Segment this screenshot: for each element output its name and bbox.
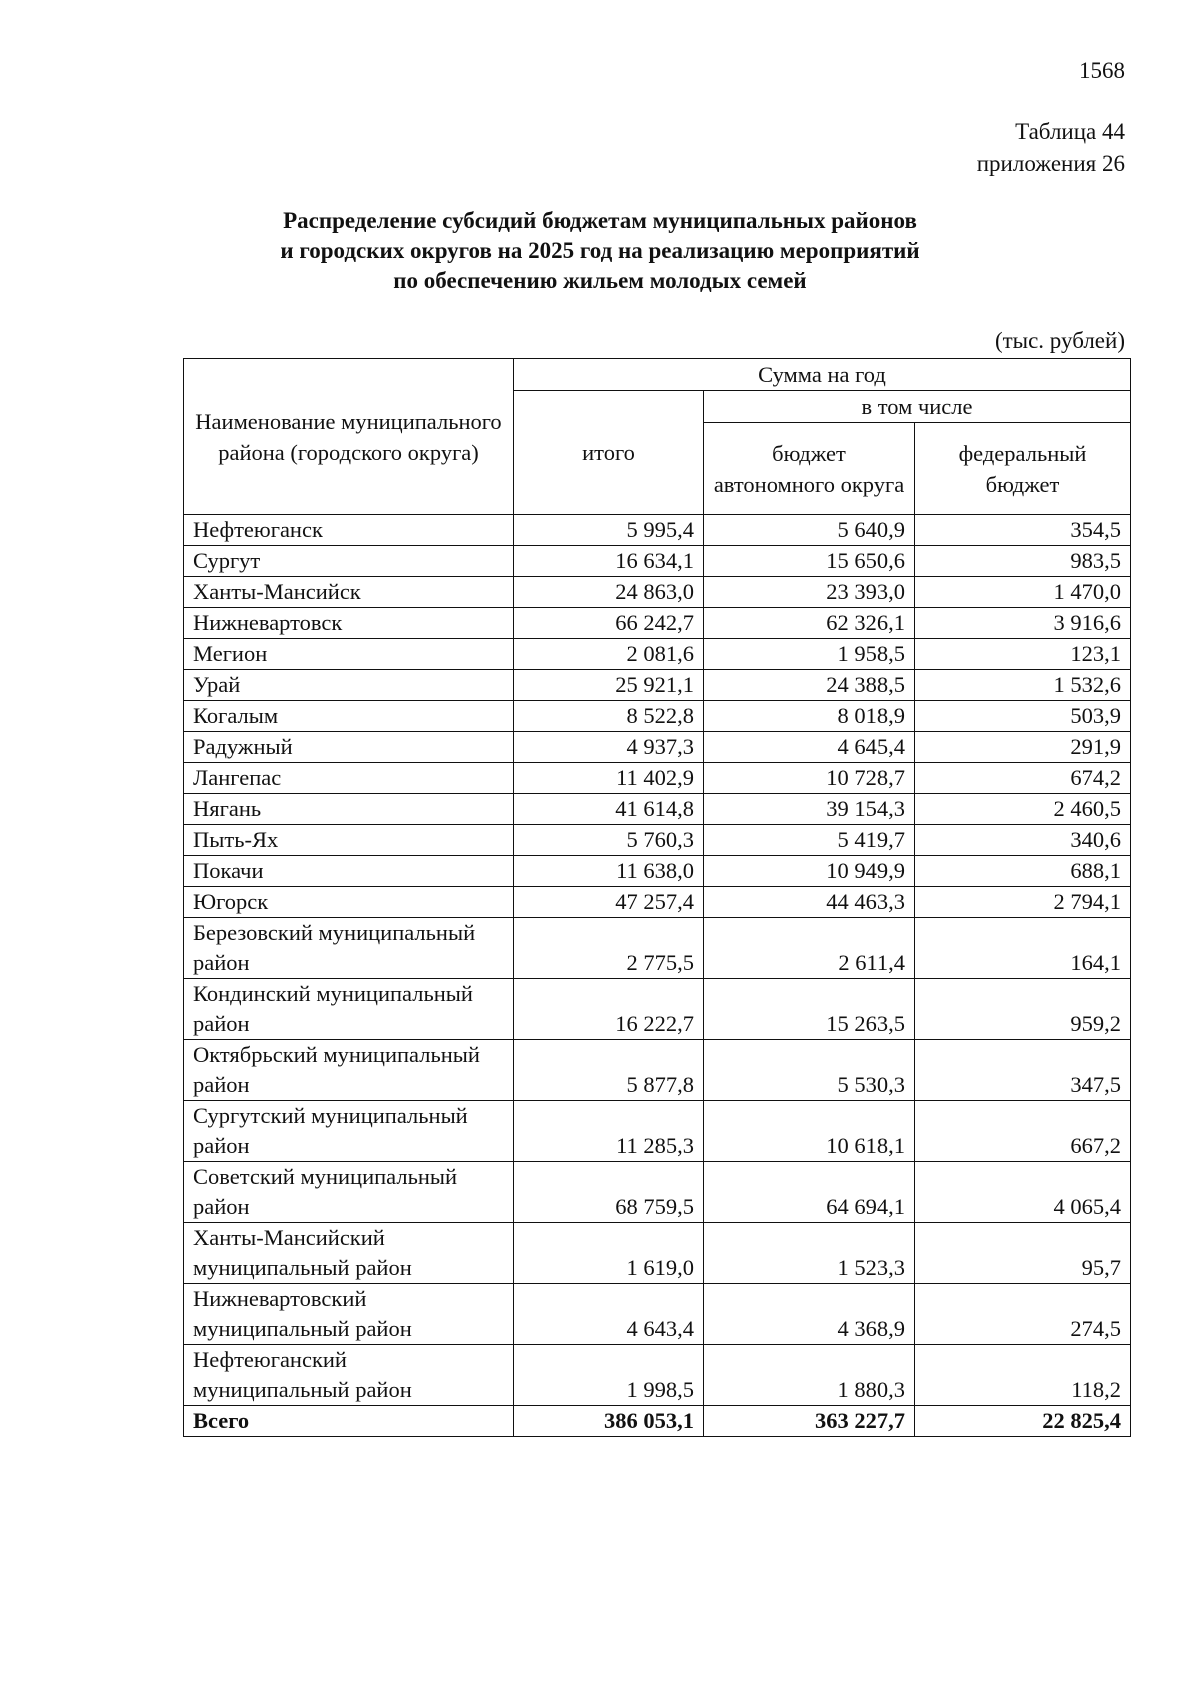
row-total-cell: 5 760,3 [514,825,704,856]
row-federal-cell: 503,9 [915,701,1131,732]
row-total-cell: 41 614,8 [514,794,704,825]
table-row [184,794,1131,825]
row-regional-cell: 8 018,9 [704,701,915,732]
row-name-cell: Нефтеюганск [184,515,514,546]
row-regional-cell: 5 640,9 [704,515,915,546]
row-name-cell: Сургут [184,546,514,577]
row-name-cell: Покачи [184,856,514,887]
document-title-line-3: по обеспечению жильем молодых семей [393,268,807,293]
row-total-cell: 5 877,8 [514,1040,704,1101]
row-total-cell: 66 242,7 [514,608,704,639]
document-title-line-1: Распределение субсидий бюджетам муниципальных районов [283,208,917,233]
table-row [184,608,1131,639]
row-name-cell: Нижневартовск [184,608,514,639]
row-regional-cell: 1 523,3 [704,1223,915,1284]
row-name-cell: Ханты-Мансийский муниципальный район [184,1223,514,1284]
table-row [184,1223,1131,1284]
row-name-cell: Кондинский муниципальный район [184,979,514,1040]
row-total-cell: 8 522,8 [514,701,704,732]
table-row [184,732,1131,763]
row-regional-cell: 1 958,5 [704,639,915,670]
row-regional-cell: 363 227,7 [704,1406,915,1437]
row-federal-cell: 674,2 [915,763,1131,794]
row-federal-cell: 1 470,0 [915,577,1131,608]
row-regional-cell: 4 368,9 [704,1284,915,1345]
table-row [184,1284,1131,1345]
table-header [184,359,1131,515]
table-row [184,918,1131,979]
header-including: в том числе [704,391,1131,423]
table-reference [870,116,1125,180]
row-total-cell: 5 995,4 [514,515,704,546]
table-row [184,763,1131,794]
row-name-cell: Югорск [184,887,514,918]
row-name-cell: Всего [184,1406,514,1437]
row-federal-cell: 3 916,6 [915,608,1131,639]
row-federal-cell: 340,6 [915,825,1131,856]
row-name-cell: Радужный [184,732,514,763]
table-row [184,825,1131,856]
table-row [184,577,1131,608]
table-row [184,515,1131,546]
row-federal-cell: 123,1 [915,639,1131,670]
table-row [184,701,1131,732]
row-regional-cell: 23 393,0 [704,577,915,608]
row-regional-cell: 1 880,3 [704,1345,915,1406]
row-regional-cell: 15 263,5 [704,979,915,1040]
header-total: итого [514,391,704,515]
row-name-cell: Нижневартовский муниципальный район [184,1284,514,1345]
row-federal-cell: 2 794,1 [915,887,1131,918]
row-federal-cell: 291,9 [915,732,1131,763]
row-name-cell: Ханты-Мансийск [184,577,514,608]
units-label: (тыс. рублей) [994,328,1125,353]
row-federal-cell: 688,1 [915,856,1131,887]
header-sum-per-year: Сумма на год [514,359,1131,391]
row-regional-cell: 39 154,3 [704,794,915,825]
row-total-cell: 1 998,5 [514,1345,704,1406]
table-row [184,1345,1131,1406]
row-name-cell: Сургутский муниципальный район [184,1101,514,1162]
row-regional-cell: 10 949,9 [704,856,915,887]
table-reference-line-1: Таблица 44 [1015,119,1125,144]
row-federal-cell: 22 825,4 [915,1406,1131,1437]
row-total-cell: 16 222,7 [514,979,704,1040]
header-regional-budget: бюджет автономного округа [704,423,915,515]
row-regional-cell: 15 650,6 [704,546,915,577]
row-regional-cell: 2 611,4 [704,918,915,979]
row-total-cell: 68 759,5 [514,1162,704,1223]
table-row [184,639,1131,670]
row-federal-cell: 2 460,5 [915,794,1131,825]
table-row [184,670,1131,701]
row-regional-cell: 64 694,1 [704,1162,915,1223]
page-number: 1568 [1079,58,1125,83]
row-regional-cell: 10 728,7 [704,763,915,794]
row-regional-cell: 10 618,1 [704,1101,915,1162]
row-total-cell: 47 257,4 [514,887,704,918]
row-name-cell: Березовский муниципальный район [184,918,514,979]
row-federal-cell: 983,5 [915,546,1131,577]
table-row [184,856,1131,887]
row-federal-cell: 164,1 [915,918,1131,979]
row-federal-cell: 354,5 [915,515,1131,546]
row-total-cell: 11 402,9 [514,763,704,794]
table-body [184,515,1131,1437]
row-regional-cell: 5 419,7 [704,825,915,856]
row-name-cell: Лангепас [184,763,514,794]
table-row [184,1162,1131,1223]
row-name-cell: Октябрьский муниципальный район [184,1040,514,1101]
row-total-cell: 16 634,1 [514,546,704,577]
row-name-cell: Советский муниципальный район [184,1162,514,1223]
total-row [184,1406,1131,1437]
row-total-cell: 386 053,1 [514,1406,704,1437]
table-reference-line-2: приложения 26 [976,151,1125,176]
table-row [184,887,1131,918]
row-regional-cell: 4 645,4 [704,732,915,763]
row-total-cell: 11 285,3 [514,1101,704,1162]
table-row [184,1040,1131,1101]
row-total-cell: 25 921,1 [514,670,704,701]
row-federal-cell: 347,5 [915,1040,1131,1101]
row-federal-cell: 667,2 [915,1101,1131,1162]
row-name-cell: Пыть-Ях [184,825,514,856]
row-total-cell: 4 643,4 [514,1284,704,1345]
row-federal-cell: 95,7 [915,1223,1131,1284]
row-regional-cell: 62 326,1 [704,608,915,639]
document-title-line-2: и городских округов на 2025 год на реализацию мероприятий [280,238,920,263]
row-name-cell: Нефтеюганский муниципальный район [184,1345,514,1406]
row-total-cell: 1 619,0 [514,1223,704,1284]
row-regional-cell: 44 463,3 [704,887,915,918]
row-federal-cell: 959,2 [915,979,1131,1040]
table-row [184,979,1131,1040]
row-total-cell: 4 937,3 [514,732,704,763]
header-name: Наименование муниципального района (городского округа) [184,359,514,515]
row-federal-cell: 4 065,4 [915,1162,1131,1223]
row-federal-cell: 1 532,6 [915,670,1131,701]
row-regional-cell: 24 388,5 [704,670,915,701]
row-total-cell: 24 863,0 [514,577,704,608]
subsidies-table [183,358,1131,1437]
row-name-cell: Когалым [184,701,514,732]
row-name-cell: Урай [184,670,514,701]
row-total-cell: 2 775,5 [514,918,704,979]
document-title [180,206,1020,296]
row-total-cell: 2 081,6 [514,639,704,670]
row-federal-cell: 118,2 [915,1345,1131,1406]
table-row [184,1101,1131,1162]
row-total-cell: 11 638,0 [514,856,704,887]
row-regional-cell: 5 530,3 [704,1040,915,1101]
header-federal-budget: федеральный бюджет [915,423,1131,515]
row-name-cell: Нягань [184,794,514,825]
row-federal-cell: 274,5 [915,1284,1131,1345]
row-name-cell: Мегион [184,639,514,670]
table-row [184,546,1131,577]
